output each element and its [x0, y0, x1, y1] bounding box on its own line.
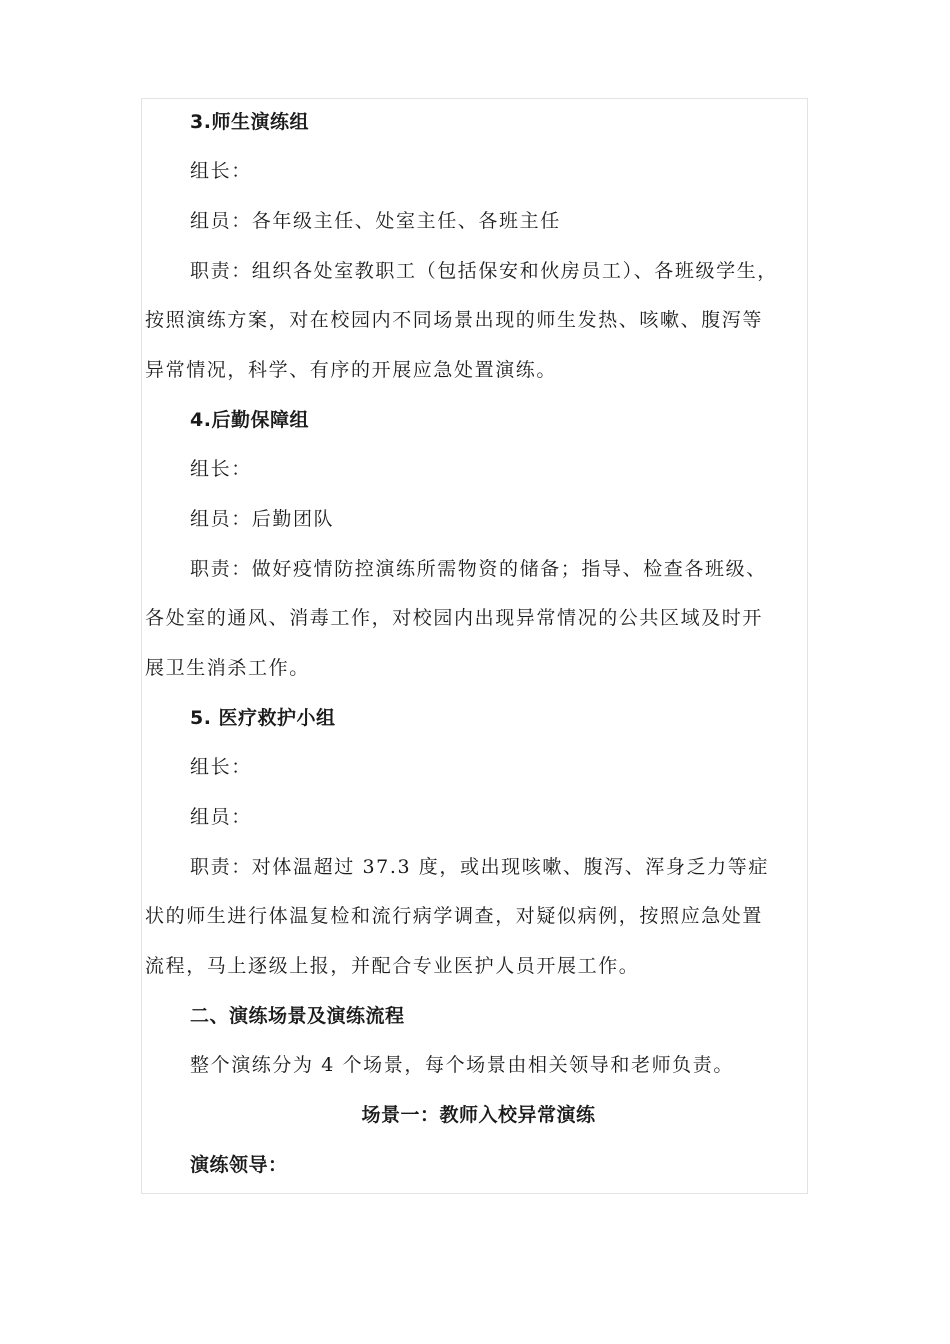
section-3-leader: 组长： — [190, 160, 252, 182]
section-5-members: 组员： — [190, 806, 252, 828]
section-5-duty-line-1: 职责：对体温超过 37.3 度，或出现咳嗽、腹泻、浑身乏力等症 — [190, 856, 769, 878]
section-3-duty-line-3: 异常情况，科学、有序的开展应急处置演练。 — [145, 359, 558, 381]
section-3-duty-line-2: 按照演练方案，对在校园内不同场景出现的师生发热、咳嗽、腹泻等 — [145, 309, 764, 331]
part-2-intro: 整个演练分为 4 个场景，每个场景由相关领导和老师负责。 — [190, 1054, 734, 1076]
section-5-leader: 组长： — [190, 756, 252, 778]
section-heading-4: 4.后勤保障组 — [190, 409, 309, 431]
scene-1-title: 场景一：教师入校异常演练 — [361, 1104, 596, 1126]
section-5-duty-line-3: 流程，马上逐级上报，并配合专业医护人员开展工作。 — [145, 955, 640, 977]
section-4-members: 组员：后勤团队 — [190, 508, 335, 530]
part-2-heading: 二、演练场景及演练流程 — [190, 1005, 405, 1027]
section-4-duty-line-1: 职责：做好疫情防控演练所需物资的储备；指导、检查各班级、 — [190, 558, 767, 580]
section-4-duty-line-3: 展卫生消杀工作。 — [145, 657, 310, 679]
section-4-leader: 组长： — [190, 458, 252, 480]
section-heading-3: 3.师生演练组 — [190, 111, 309, 133]
section-5-duty-line-2: 状的师生进行体温复检和流行病学调查，对疑似病例，按照应急处置 — [145, 905, 764, 927]
section-4-duty-line-2: 各处室的通风、消毒工作，对校园内出现异常情况的公共区域及时开 — [145, 607, 764, 629]
section-heading-5: 5. 医疗救护小组 — [190, 707, 336, 729]
section-3-members: 组员：各年级主任、处室主任、各班主任 — [190, 210, 561, 232]
section-3-duty-line-1: 职责：组织各处室教职工（包括保安和伙房员工）、各班级学生， — [190, 260, 778, 282]
drill-leader-label: 演练领导： — [190, 1154, 288, 1176]
